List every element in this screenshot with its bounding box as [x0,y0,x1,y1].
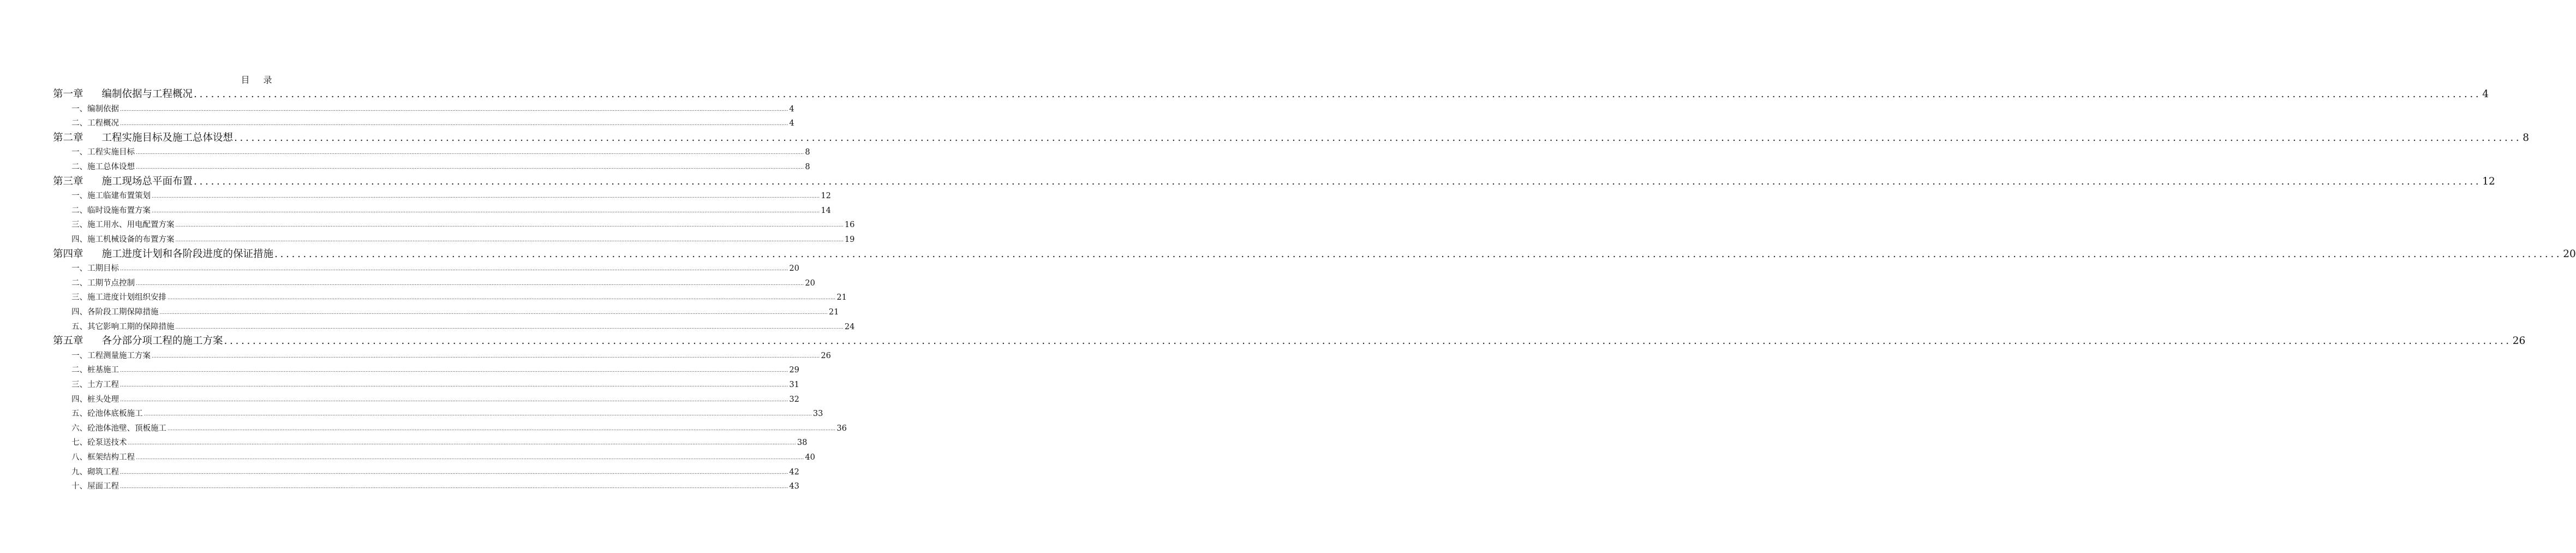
toc-dot-leader: ................................................................................................................................................................................................................................................................................................................................................................................................................ [175,324,844,330]
toc-entry-number: 六、 [71,424,87,433]
toc-page-number: 14 [821,206,831,215]
toc-entry-number: 四、 [71,395,87,404]
toc-dot-leader: ................................................................................................................................................................................................................................................................................................................................................................................................................ [136,455,804,461]
toc-page-number: 31 [789,380,799,389]
toc-entry-number: 三、 [71,293,87,302]
toc-entry-number: 二、 [71,163,87,171]
toc-dot-leader: ................................................................................................................................................................................................................................................................................................................................................................................................................ [120,106,788,112]
toc-entry-label: 编制依据与工程概况 [101,88,193,100]
toc-entry-label: 编制依据 [87,104,119,114]
toc-dot-leader: ................................................................................................................................................................................................................................................................................................................................................................................................................ [194,175,2482,187]
toc-entry-number: 二、 [71,119,87,128]
toc-entry-label: 砼池体底板施工 [87,409,143,419]
toc-section-entry[interactable] [71,320,855,334]
toc-page-number: 26 [2512,335,2526,347]
toc-page-number: 4 [789,104,794,114]
toc-entry-number: 第二章 [53,132,83,144]
toc-entry-number: 一、 [71,351,87,360]
toc-entry-label: 工程概况 [87,119,119,128]
toc-entry-label: 土方工程 [87,380,119,389]
toc-entry-label: 工期目标 [87,264,119,273]
toc-entry-label: 桩基施工 [87,366,119,375]
toc-dot-leader: ................................................................................................................................................................................................................................................................................................................................................................................................................ [175,223,844,229]
toc-page-number: 38 [797,438,808,448]
toc-section-entry[interactable] [71,436,808,450]
toc-entry-number: 十、 [71,482,87,491]
toc-entry-number: 一、 [71,264,87,273]
toc-entry-number: 五、 [71,322,87,331]
toc-page-number: 21 [836,293,847,302]
toc-page-number: 40 [805,453,815,462]
toc-chapter-entry[interactable] [53,130,2530,146]
toc-entry-number: 四、 [71,308,87,317]
toc-page-number: 21 [828,308,839,317]
toc-dot-leader: ................................................................................................................................................................................................................................................................................................................................................................................................................ [168,426,836,432]
toc-dot-leader: ................................................................................................................................................................................................................................................................................................................................................................................................................ [136,150,804,156]
toc-entry-label: 施工现场总平面布置 [101,175,193,187]
toc-entry-number: 九、 [71,467,87,477]
toc-page-number: 43 [789,482,799,491]
toc-dot-leader: ................................................................................................................................................................................................................................................................................................................................................................................................................ [234,132,2522,144]
toc-page-number: 32 [789,395,799,404]
toc-page-number: 8 [805,148,810,157]
toc-page-number: 19 [844,235,855,244]
toc-entry-label: 施工进度计划和各阶段进度的保证措施 [101,248,274,260]
toc-entry-label: 施工进度计划组织安排 [87,293,166,302]
toc-entry-number: 八、 [71,453,87,462]
toc-section-entry[interactable] [71,290,847,305]
toc-dot-leader: ................................................................................................................................................................................................................................................................................................................................................................................................................ [152,208,820,214]
toc-section-entry[interactable] [71,189,831,203]
toc-page-number: 20 [805,278,815,288]
toc-section-entry[interactable] [71,378,799,392]
toc-section-entry[interactable] [71,393,799,407]
toc-entry-label: 工程实施目标及施工总体设想 [101,132,234,144]
toc-dot-leader: ................................................................................................................................................................................................................................................................................................................................................................................................................ [120,469,788,475]
toc-entry-label: 工程实施目标 [87,148,135,157]
toc-entry-label: 各分部分项工程的施工方案 [101,335,223,347]
toc-entry-number: 四、 [71,235,87,244]
toc-section-entry[interactable] [71,450,815,465]
toc-entry-number: 第五章 [53,335,83,347]
toc-dot-leader: ................................................................................................................................................................................................................................................................................................................................................................................................................ [120,397,788,403]
toc-chapter-entry[interactable] [53,246,2576,263]
toc-section-entry[interactable] [71,261,799,276]
toc-page-number: 4 [789,119,794,128]
toc-dot-leader: ................................................................................................................................................................................................................................................................................................................................................................................................................ [175,237,844,243]
toc-page-number: 20 [789,264,799,273]
toc-dot-leader: ................................................................................................................................................................................................................................................................................................................................................................................................................ [152,194,820,200]
toc-chapter-entry[interactable] [53,86,2489,103]
toc-entry-number: 第四章 [53,248,83,260]
toc-section-entry[interactable] [71,116,794,130]
toc-dot-leader: ................................................................................................................................................................................................................................................................................................................................................................................................................ [159,310,828,316]
toc-page-number: 24 [844,322,855,331]
toc-entry-number: 一、 [71,192,87,201]
toc-entry-number: 一、 [71,148,87,157]
toc-entry-number: 二、 [71,206,87,215]
toc-page-number: 26 [821,351,831,360]
toc-entry-label: 施工机械设备的布置方案 [87,235,175,244]
toc-entry-number: 二、 [71,366,87,375]
toc-page-number: 8 [2523,132,2530,144]
toc-dot-leader: ................................................................................................................................................................................................................................................................................................................................................................................................................ [136,165,804,170]
toc-entry-number: 二、 [71,278,87,288]
toc-dot-leader: ................................................................................................................................................................................................................................................................................................................................................................................................................ [144,412,812,418]
toc-page-number: 16 [844,221,855,230]
toc-dot-leader: ................................................................................................................................................................................................................................................................................................................................................................................................................ [120,266,788,272]
toc-entry-number: 五、 [71,409,87,419]
toc-entry-label: 屋面工程 [87,482,119,491]
toc-entry-label: 桩头处理 [87,395,119,404]
toc-page-number: 8 [805,163,810,171]
toc-entry-label: 施工用水、用电配置方案 [87,221,175,230]
toc-section-entry[interactable] [71,349,831,363]
toc-entry-label: 工期节点控制 [87,278,135,288]
toc-page-number: 20 [2563,248,2576,260]
toc-dot-leader: ................................................................................................................................................................................................................................................................................................................................................................................................................ [120,121,788,127]
toc-section-entry[interactable] [71,276,815,290]
toc-dot-leader: ................................................................................................................................................................................................................................................................................................................................................................................................................ [224,335,2512,347]
toc-page-number: 29 [789,366,799,375]
toc-section-entry[interactable] [71,233,855,247]
toc-entry-number: 三、 [71,221,87,230]
toc-dot-leader: ................................................................................................................................................................................................................................................................................................................................................................................................................ [194,88,2482,100]
toc-page-number: 36 [836,424,847,433]
toc-section-entry[interactable] [71,160,810,174]
toc-entry-label: 砌筑工程 [87,467,119,477]
toc-page-number: 4 [2482,88,2489,100]
toc-section-entry[interactable] [71,465,799,479]
toc-dot-leader: ................................................................................................................................................................................................................................................................................................................................................................................................................ [120,484,788,490]
toc-section-entry[interactable] [71,204,831,218]
toc-section-entry[interactable] [71,407,823,421]
toc-dot-leader: ................................................................................................................................................................................................................................................................................................................................................................................................................ [274,248,2562,260]
toc-page-number: 42 [789,467,799,477]
toc-dot-leader: ................................................................................................................................................................................................................................................................................................................................................................................................................ [136,281,804,287]
toc-entry-label: 其它影响工期的保障措施 [87,322,175,331]
toc-title: 目 录 [241,75,278,85]
toc-chapter-entry[interactable] [53,333,2526,349]
toc-section-entry[interactable] [71,421,847,436]
toc-section-entry[interactable] [71,218,855,232]
toc-dot-leader: ................................................................................................................................................................................................................................................................................................................................................................................................................ [168,295,836,301]
toc-entry-number: 三、 [71,380,87,389]
toc-entry-label: 工程测量施工方案 [87,351,151,360]
toc-dot-leader: ................................................................................................................................................................................................................................................................................................................................................................................................................ [152,353,820,359]
toc-chapter-entry[interactable] [53,174,2495,190]
toc-entry-label: 框架结构工程 [87,453,135,462]
toc-dot-leader: ................................................................................................................................................................................................................................................................................................................................................................................................................ [120,383,788,388]
toc-dot-leader: ................................................................................................................................................................................................................................................................................................................................................................................................................ [128,441,796,447]
toc-page-number: 12 [2482,175,2495,187]
toc-entry-number: 七、 [71,438,87,448]
toc-section-entry[interactable] [71,145,810,159]
toc-section-entry[interactable] [71,102,794,116]
toc-section-entry[interactable] [71,479,799,493]
toc-entry-label: 砼池体池壁、顶板施工 [87,424,166,433]
toc-dot-leader: ................................................................................................................................................................................................................................................................................................................................................................................................................ [120,368,788,374]
toc-entry-label: 临时设施布置方案 [87,206,151,215]
toc-entry-label: 施工临建布置策划 [87,192,151,201]
toc-section-entry[interactable] [71,305,839,319]
toc-entry-label: 各阶段工期保障措施 [87,308,159,317]
toc-entry-number: 第三章 [53,175,83,187]
toc-page-number: 12 [821,192,831,201]
toc-section-entry[interactable] [71,363,799,377]
toc-entry-number: 一、 [71,104,87,114]
toc-entry-label: 砼泵送技术 [87,438,127,448]
toc-entry-label: 施工总体设想 [87,163,135,171]
toc-entry-number: 第一章 [53,88,83,100]
toc-page-number: 33 [812,409,823,419]
